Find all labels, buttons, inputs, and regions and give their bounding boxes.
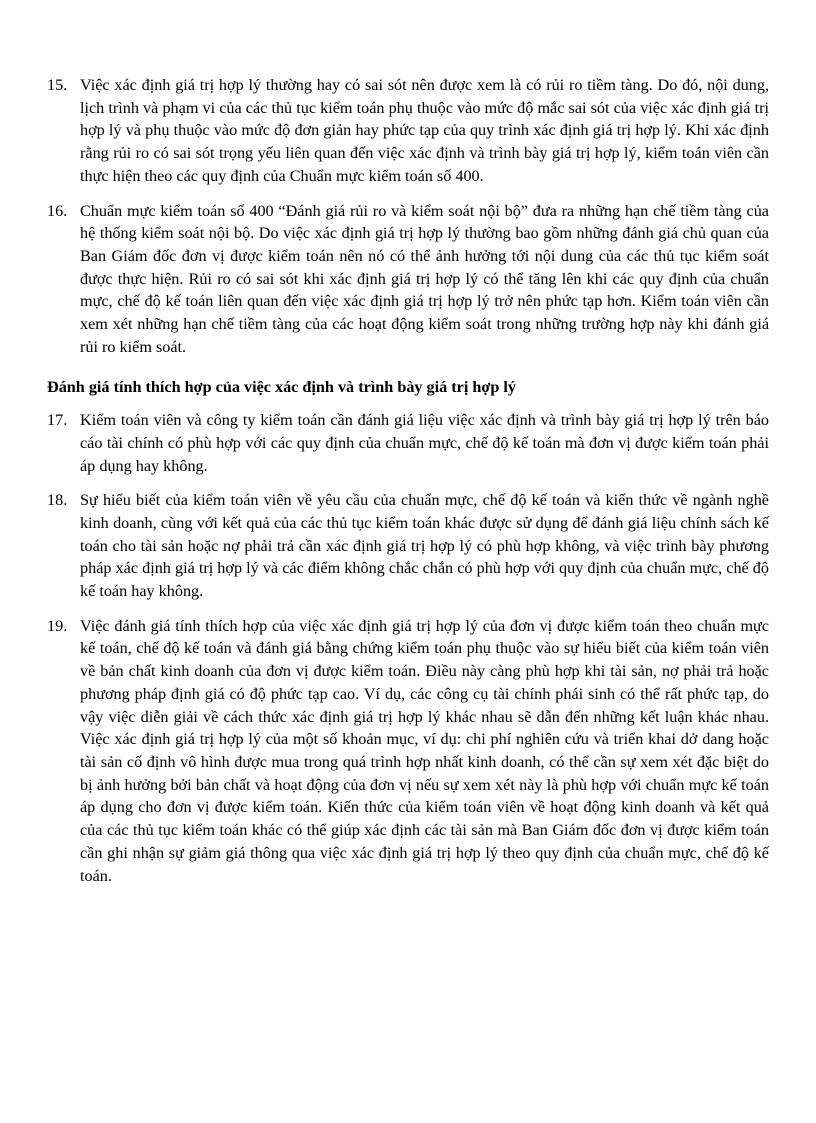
paragraph-text: Sự hiểu biết của kiểm toán viên về yêu cầu của chuẩn mực, chế độ kế toán và kiến thức về ngành nghề kinh doanh, cùng với kết quả của các thủ tục kiểm toán khác được sử dụng để đánh giá liệu chính sách kế toán cho tài sản hoặc nợ phải trả cần xác định giá trị hợp lý có phù hợp không, và việc trình bày phương pháp xác định giá trị hợp lý và các điểm không chắc chắn có phù hợp với quy định của chuẩn mực, chế độ kế toán hay không. bbox=[80, 491, 769, 601]
paragraph-18 bbox=[47, 489, 769, 603]
paragraph-text: Kiểm toán viên và công ty kiểm toán cần đánh giá liệu việc xác định và trình bày giá trị hợp lý trên báo cáo tài chính có phù hợp với các quy định của chuẩn mực, chế độ kế toán mà đơn vị được kiểm toán phải áp dụng hay không. bbox=[80, 411, 769, 475]
paragraph-text: Chuẩn mực kiểm toán số 400 “Đánh giá rủi ro và kiểm soát nội bộ” đưa ra những hạn chế tiềm tàng của hệ thống kiểm soát nội bộ. Do việc xác định giá trị hợp lý thường bao gồm những đánh giá chủ quan của Ban Giám đốc đơn vị được kiểm toán nên nó có thể ảnh hưởng tới nội dung của các thủ tục kiểm soát được thực hiện. Rủi ro có sai sót khi xác định giá trị hợp lý có thể tăng lên khi các quy định của chuẩn mực, chế độ kế toán liên quan đến việc xác định giá trị hợp lý trở nên phức tạp hơn. Kiểm toán viên cần xem xét những hạn chế tiềm tàng của các hoạt động kiểm soát trong những trường hợp này khi đánh giá rủi ro kiểm soát. bbox=[80, 201, 769, 356]
paragraph-number: 17. bbox=[47, 411, 68, 430]
paragraph-number: 18. bbox=[47, 491, 68, 510]
document-page bbox=[47, 68, 769, 887]
paragraph-text: Việc xác định giá trị hợp lý thường hay có sai sót nên được xem là có rủi ro tiềm tàng. Do đó, nội dung, lịch trình và phạm vi của các thủ tục kiểm toán phụ thuộc vào mức độ mắc sai sót của việc xác định giá trị hợp lý và phụ thuộc vào mức độ đơn giản hay phức tạp của quy trình xác định giá trị hợp lý. Khi xác định rằng rủi ro có sai sót trọng yếu liên quan đến việc xác định và trình bày giá trị hợp lý, kiểm toán viên cần thực hiện theo các quy định của Chuẩn mực kiểm toán số 400. bbox=[80, 76, 769, 185]
paragraph-19 bbox=[47, 615, 769, 887]
section-heading: Đánh giá tính thích hợp của việc xác định và trình bày giá trị hợp lý bbox=[47, 378, 517, 397]
paragraph-number: 15. bbox=[47, 76, 68, 94]
paragraph-number: 19. bbox=[47, 616, 68, 635]
paragraph-number: 16. bbox=[47, 201, 68, 220]
paragraph-text: Việc đánh giá tính thích hợp của việc xác định giá trị hợp lý của đơn vị được kiểm toán theo chuẩn mực kế toán, chế độ kế toán và đánh giá bằng chứng kiểm toán phụ thuộc vào sự hiểu biết của kiểm toán viên về bản chất kinh doanh của đơn vị được kiểm toán. Điều này càng phù hợp khi tài sản, nợ phải trả hoặc phương pháp định giá có độ phức tạp cao. Ví dụ, các công cụ tài chính phái sinh có thể rất phức tạp, do vậy việc diễn giải về cách thức xác định giá trị hợp lý khác nhau sẽ dẫn đến những kết luận khác nhau. Việc xác định giá trị hợp lý của một số khoản mục, ví dụ: chi phí nghiên cứu và triển khai dở dang hoặc tài sản cố định vô hình được mua trong quá trình hợp nhất kinh doanh, có thể cần sự xem xét đặc biệt do bị ảnh hưởng bởi bản chất và hoạt động của đơn vị nếu sự xem xét này là phù hợp với chuẩn mực kế toán áp dụng cho đơn vị được kiểm toán. Kiến thức của kiểm toán viên về hoạt động kinh doanh và kết quả của các thủ tục kiểm toán khác có thể giúp xác định các tài sản mà Ban Giám đốc đơn vị được kiểm toán cần ghi nhận sự giảm giá thông qua việc xác định giá trị hợp lý theo quy định của chuẩn mực, chế độ kế toán. bbox=[80, 616, 769, 885]
paragraph-17 bbox=[47, 409, 769, 477]
paragraph-15 bbox=[47, 74, 769, 188]
paragraph-16 bbox=[47, 200, 769, 359]
